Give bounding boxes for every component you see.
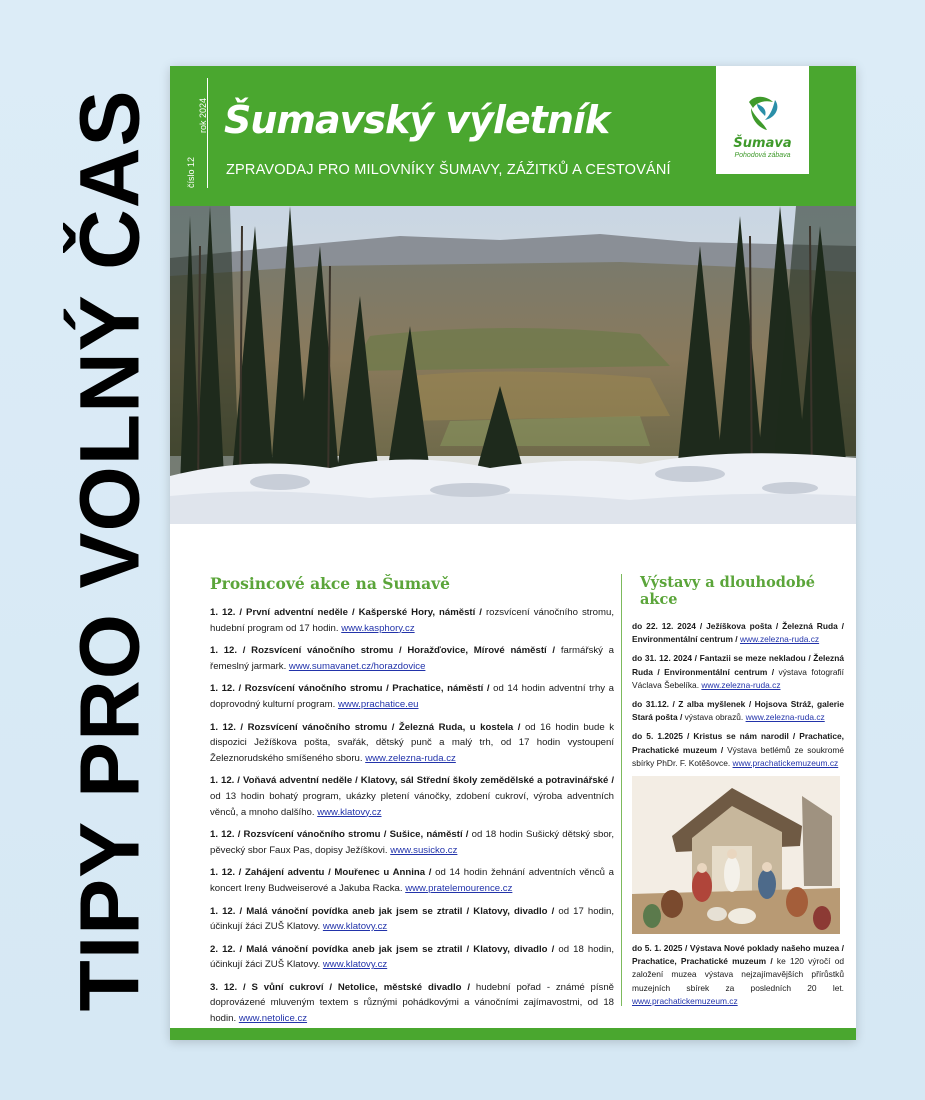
event-item xyxy=(210,720,614,767)
event-item xyxy=(632,698,844,724)
event-link[interactable]: www.prachatice.eu xyxy=(337,698,419,710)
winter-landscape-photo xyxy=(170,206,856,524)
event-title: do 22. 12. 2024 / Ježíškova pošta / Železná Ruda / Environmentální centrum / xyxy=(632,621,844,645)
event-link[interactable]: www.zelezna-ruda.cz xyxy=(365,752,456,764)
newsletter-subtitle: ZPRAVODAJ PRO MILOVNÍKY ŠUMAVY, ZÁŽITKŮ A CESTOVÁNÍ xyxy=(226,162,671,178)
event-title: 1. 12. / Rozsvícení vánočního stromu / Sušice, náměstí / xyxy=(210,829,469,841)
event-item xyxy=(632,652,844,692)
event-title: 1. 12. / První adventní neděle / Kašperské Hory, náměstí / xyxy=(210,607,482,618)
event-link[interactable]: www.klatovy.cz xyxy=(317,806,382,818)
issue-year: rok 2024 xyxy=(198,97,208,133)
exhibitions-heading: Výstavy a dlouhodobé akce xyxy=(640,574,815,608)
event-link[interactable]: www.zelezna-ruda.cz xyxy=(739,634,820,645)
event-title: 1. 12. / Rozsvícení vánočního stromu / Železná Ruda, u kostela / xyxy=(210,721,521,733)
event-item xyxy=(210,942,614,973)
event-item xyxy=(210,904,614,935)
newsletter-page xyxy=(170,66,856,1040)
event-item xyxy=(210,980,614,1027)
event-description: ke 120 výročí od založení muzea výstava nejzajímavějších přírůstků muzejních sbírek za posledních 20 let. xyxy=(632,956,845,993)
event-title: 1. 12. / Zahájení adventu / Mouřenec u Annina / xyxy=(210,867,432,879)
event-description: od 16 hodin bude k dispozici Ježíškova pošta, svařák, dětský punč a malý trh, od 17 hodin vystoupení Železnorudského smíšeného sboru. xyxy=(210,721,614,764)
event-title: 3. 12. / S vůní cukroví / Netolice, městské divadlo / xyxy=(210,981,471,993)
column-divider xyxy=(621,574,622,1006)
event-description: výstava obrazů. xyxy=(682,712,746,723)
event-link[interactable]: www.prachatickemuzeum.cz xyxy=(732,757,839,768)
event-title: 1. 12. / Malá vánoční povídka aneb jak jsem se ztratil / Klatovy, divadlo / xyxy=(210,905,555,917)
event-link[interactable]: www.pratelemourence.cz xyxy=(405,882,513,894)
event-item xyxy=(632,730,844,770)
event-title: do 31.12. / Z alba myšlenek / Hojsova Stráž, galerie Stará pošta / xyxy=(632,699,844,723)
event-item xyxy=(210,865,614,896)
event-item xyxy=(210,643,614,674)
event-link[interactable]: www.zelezna-ruda.cz xyxy=(701,679,781,690)
event-description: výstava fotografií Václava Šebelíka. xyxy=(632,666,844,690)
event-description: od 18 hodin Sušický dětský sbor, pěvecký sbor Faux Pas, dopisy Ježíškovi. xyxy=(210,829,614,856)
december-events-heading: Prosincové akce na Šumavě xyxy=(210,574,451,593)
logo-name: Šumava xyxy=(733,136,792,151)
event-description: od 17 hodin, účinkují žáci ZUŠ Klatovy. xyxy=(210,905,614,933)
event-description: od 14 hodin adventní trhy a doprovodný kulturní program. xyxy=(210,683,614,710)
event-link[interactable]: www.prachatickemuzeum.cz xyxy=(632,995,738,1006)
event-title: 1. 12. / Rozsvícení vánočního stromu / Horažďovice, Mírové náměstí / xyxy=(210,645,556,657)
event-link[interactable]: www.klatovy.cz xyxy=(322,921,388,933)
side-title-text: TIPY PRO VOLNÝ ČAS xyxy=(62,89,157,1011)
event-link[interactable]: www.kasphory.cz xyxy=(341,622,415,634)
event-item xyxy=(210,773,614,820)
exhibitions-column xyxy=(632,574,844,1014)
nativity-scene-photo xyxy=(632,776,840,934)
exhibitions-list-continued xyxy=(632,942,844,1008)
event-link[interactable]: www.susicko.cz xyxy=(390,844,458,856)
issue-info xyxy=(184,78,208,188)
event-title: do 31. 12. 2024 / Fantazii se meze nekladou / Železná Ruda / Environmentální centrum / xyxy=(632,653,844,677)
december-events-list xyxy=(210,605,614,1027)
event-title: 1. 12. / Rozsvícení vánočního stromu / Prachatice, náměstí / xyxy=(210,683,490,695)
event-item xyxy=(210,681,614,712)
event-link[interactable]: www.zelezna-ruda.cz xyxy=(745,712,825,723)
event-description: rozsvícení vánočního stromu, hudební program od 17 hodin. xyxy=(210,607,614,634)
sumava-logo xyxy=(716,66,809,174)
event-link[interactable]: www.sumavanet.cz/horazdovice xyxy=(288,660,426,672)
exhibitions-list xyxy=(632,620,844,770)
event-title: do 5. 1.2025 / Kristus se nám narodil / Prachatice, Prachatické muzeum / xyxy=(632,731,844,755)
event-link[interactable]: www.netolice.cz xyxy=(238,1013,308,1025)
newsletter-title: Šumavský výletník xyxy=(224,98,610,142)
event-item xyxy=(210,605,614,636)
event-link[interactable]: www.klatovy.cz xyxy=(322,959,388,971)
event-description: od 13 hodin bohatý program, ukázky pletení vánočky, zdobení cukroví, výroba adventních věnců, a mnoho dalšího. xyxy=(210,790,614,818)
event-description: od 14 hodin žehnání adventních věnců a koncert Ireny Budweiserové a Jakuba Racka. xyxy=(210,867,614,894)
december-events-column xyxy=(210,574,614,1034)
side-title xyxy=(62,70,157,1030)
event-description: od 18 hodin, účinkují žáci ZUŠ Klatovy. xyxy=(210,943,614,971)
event-item xyxy=(632,942,844,1008)
issue-number: číslo 12 xyxy=(186,156,196,188)
event-description: Výstava betlémů ze soukromé sbírky PhDr. F. Kotěšovce. xyxy=(632,744,844,768)
event-item xyxy=(632,620,844,646)
footer-bar xyxy=(170,1028,856,1040)
masthead xyxy=(170,66,856,206)
event-title: do 5. 1. 2025 / Výstava Nové poklady našeho muzea / Prachatice, Prachatické muzeum / xyxy=(632,943,844,967)
logo-tagline: Pohodová zábava xyxy=(734,152,791,159)
sumava-logo-icon xyxy=(745,94,781,132)
event-title: 2. 12. / Malá vánoční povídka aneb jak jsem se ztratil / Klatovy, divadlo / xyxy=(210,943,555,955)
event-description: hudební pořad - známé písně doprovázené mluveným textem s různými pohádkovými a vánočními zajímavostmi, od 18 hodin. xyxy=(210,981,614,1025)
event-title: 1. 12. / Voňavá adventní neděle / Klatovy, sál Střední školy zemědělské a potravinářské / xyxy=(210,775,614,787)
event-item xyxy=(210,827,614,858)
event-description: farmářský a řemeslný jarmark. xyxy=(210,645,614,672)
